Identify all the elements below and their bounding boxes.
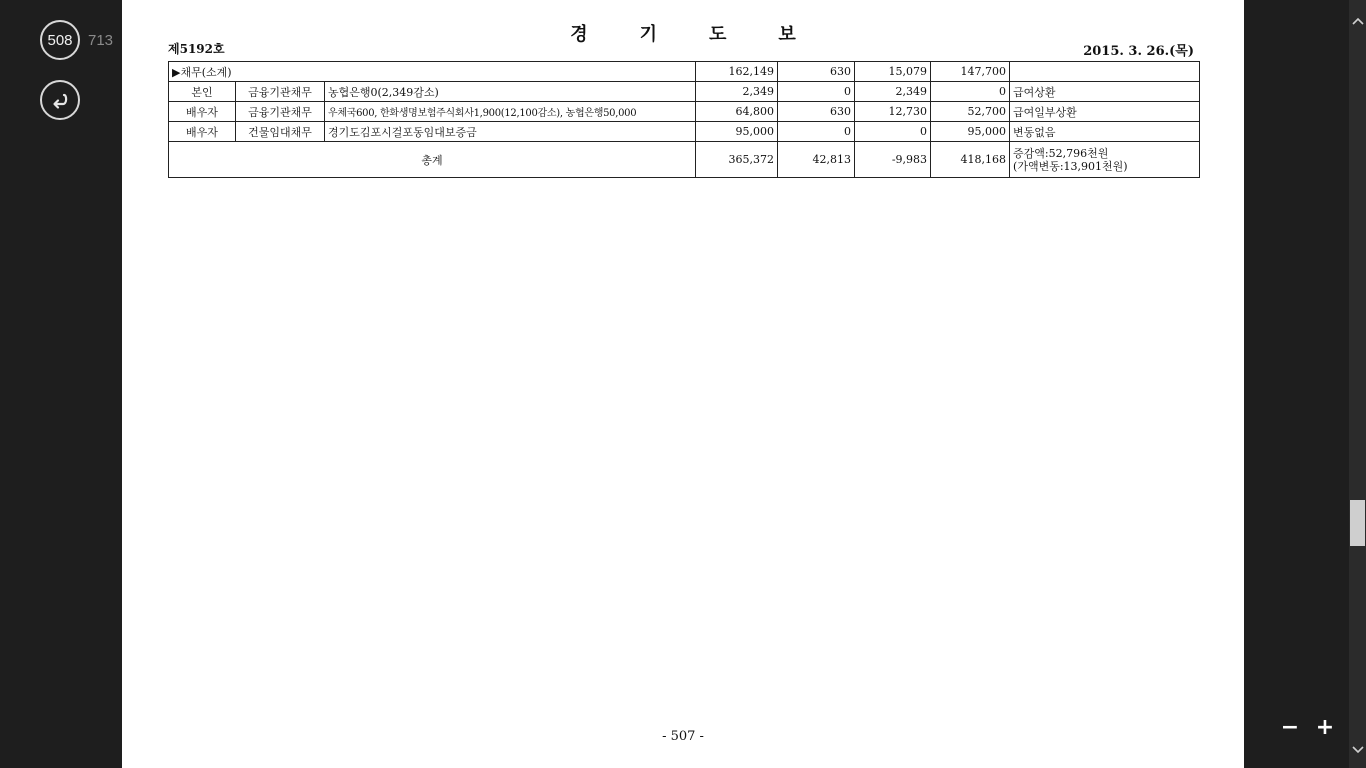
document-page (122, 0, 1244, 768)
cell-value: 95,000 (931, 122, 1010, 142)
gazette-title: 경기도보 (570, 24, 848, 45)
cell-value: 0 (778, 122, 855, 142)
scroll-up-button[interactable] (1349, 12, 1366, 29)
total-note-valuation: (가액변동:13,901천원) (1013, 159, 1128, 173)
subtotal-label: ▶채무(소계) (169, 62, 696, 82)
page-counter (40, 20, 113, 60)
scroll-thumb[interactable] (1350, 500, 1365, 546)
cell-type: 건물임대채무 (236, 122, 325, 142)
total-pages: 713 (88, 31, 114, 49)
cell-value: 0 (778, 82, 855, 102)
total-label: 총계 (169, 142, 696, 178)
cell-value: 95,000 (696, 122, 778, 142)
total-note (1010, 142, 1200, 178)
cell-value: 42,813 (778, 142, 855, 178)
cell-value: 0 (855, 122, 931, 142)
subtotal-row (169, 62, 1200, 82)
cell-value: 15,079 (855, 62, 931, 82)
zoom-in-button[interactable]: + (1315, 715, 1335, 740)
table-row (169, 122, 1200, 142)
total-row (169, 142, 1200, 178)
cell-relation: 배우자 (169, 122, 236, 142)
cell-note: 급여일부상환 (1010, 102, 1200, 122)
cell-relation: 본인 (169, 82, 236, 102)
cell-value: 147,700 (931, 62, 1010, 82)
chevron-down-icon (1352, 746, 1364, 754)
current-page-indicator[interactable]: 508 (40, 20, 80, 60)
cell-value: 2,349 (696, 82, 778, 102)
cell-detail: 농협은행0(2,349감소) (325, 82, 696, 102)
cell-note: 변동없음 (1010, 122, 1200, 142)
cell-detail: 우체국600, 한화생명보험주식회사1,900(12,100감소), 농협은행50,000 (325, 102, 696, 122)
back-arrow-icon (50, 90, 70, 110)
cell-type: 금융기관채무 (236, 82, 325, 102)
cell-value: 365,372 (696, 142, 778, 178)
cell-value: 12,730 (855, 102, 931, 122)
scroll-down-button[interactable] (1349, 741, 1366, 758)
debt-table (168, 61, 1200, 178)
cell-value: 52,700 (931, 102, 1010, 122)
page-footer-number: - 507 - (662, 729, 704, 744)
table-row (169, 82, 1200, 102)
cell-type: 금융기관채무 (236, 102, 325, 122)
cell-value: 0 (931, 82, 1010, 102)
cell-value: 418,168 (931, 142, 1010, 178)
cell-value: 162,149 (696, 62, 778, 82)
cell-note (1010, 62, 1200, 82)
chevron-up-icon (1352, 17, 1364, 25)
cell-value: 2,349 (855, 82, 931, 102)
table-row (169, 102, 1200, 122)
issue-date: 2015. 3. 26.(목) (1083, 44, 1194, 59)
cell-value: 630 (778, 102, 855, 122)
cell-value: 630 (778, 62, 855, 82)
back-button[interactable] (40, 80, 80, 120)
cell-value: -9,983 (855, 142, 931, 178)
total-note-change: 증감액:52,796천원 (1013, 146, 1109, 160)
cell-value: 64,800 (696, 102, 778, 122)
cell-detail: 경기도김포시걸포동임대보증금 (325, 122, 696, 142)
zoom-out-button[interactable]: − (1280, 715, 1300, 740)
vertical-scrollbar[interactable] (1349, 0, 1366, 768)
issue-number: 제5192호 (168, 42, 225, 56)
cell-note: 급여상환 (1010, 82, 1200, 102)
cell-relation: 배우자 (169, 102, 236, 122)
